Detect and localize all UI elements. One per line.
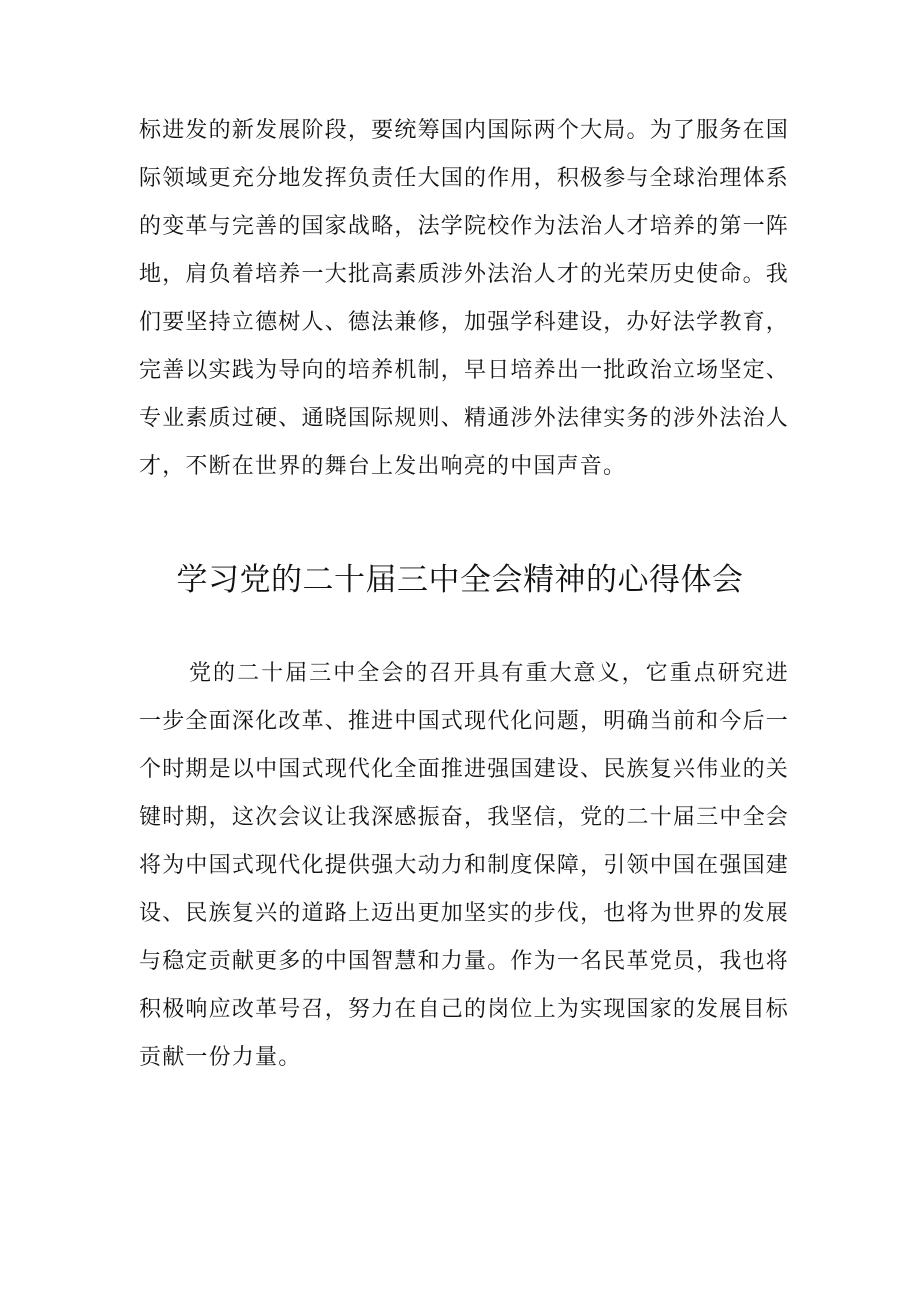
article-title: 学习党的二十届三中全会精神的心得体会 <box>176 562 744 598</box>
body-paragraph: 党的二十届三中全会的召开具有重大意义，它重点研究进一步全面深化改革、推进中国式现代化问题，明确当前和今后一个时期是以中国式现代化全面推进强国建设、民族复兴伟业的关键时期，这次会议让我深感振奋，我坚信，党的二十届三中全会将为中国式现代化提供强大动力和制度保障，引领中国在强国建设、民族复兴的道路上迈出更加坚实的步伐，也将为世界的发展与稳定贡献更多的中国智慧和力量。作为一名民革党员，我也将积极响应改革号召，努力在自己的岗位上为实现国家的发展目标贡献一份力量。 <box>139 661 789 1070</box>
body-paragraph-continued: 标进发的新发展阶段，要统筹国内国际两个大局。为了服务在国际领域更充分地发挥负责任大国的作用，积极参与全球治理体系的变革与完善的国家战略，法学院校作为法治人才培养的第一阵地，肩负着培养一大批高素质涉外法治人才的光荣历史使命。我们要坚持立德树人、德法兼修，加强学科建设，办好法学教育，完善以实践为导向的培养机制，早日培养出一批政治立场坚定、专业素质过硬、通晓国际规则、精通涉外法律实务的涉外法治人才，不断在世界的舞台上发出响亮的中国声音。 <box>139 118 789 479</box>
